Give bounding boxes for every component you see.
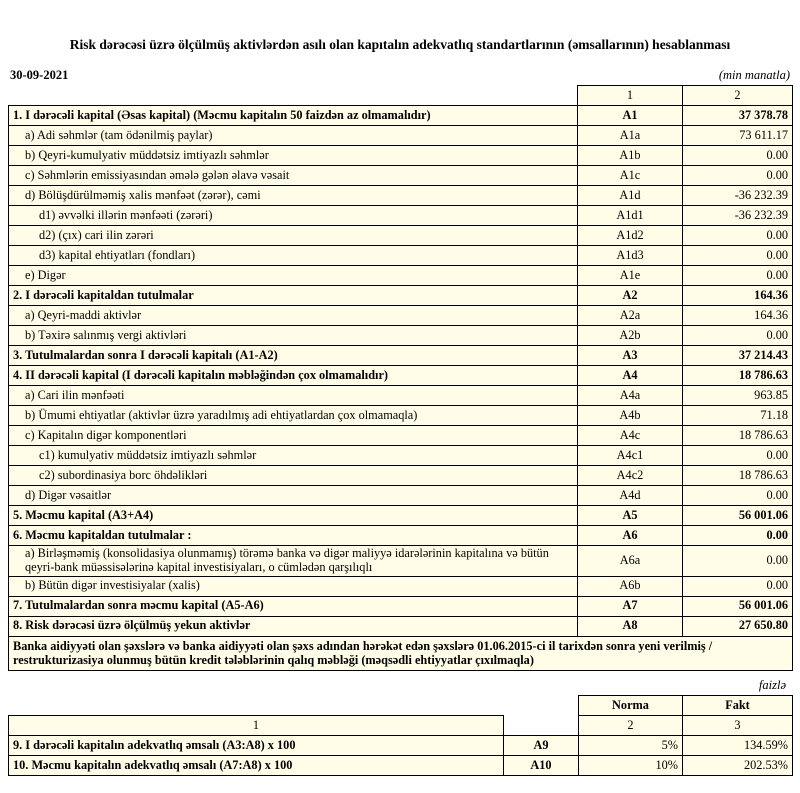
table-row: [9, 406, 793, 426]
ratios-header-col-2: 2: [579, 716, 683, 736]
row-code: A1a: [578, 126, 683, 146]
ratios-header-empty-1: [9, 696, 504, 716]
row-code: A2b: [578, 326, 683, 346]
table-row: [9, 546, 793, 577]
row-code: A1d1: [578, 206, 683, 226]
row-code: A1c: [578, 166, 683, 186]
ratio-row: [9, 736, 793, 756]
row-label: a) Adi səhmlər (tam ödənilmiş paylar): [9, 126, 578, 146]
ratio-code: A10: [504, 756, 579, 776]
row-value: 73 611.17: [683, 126, 793, 146]
row-code: A4c1: [578, 446, 683, 466]
table-row: [9, 266, 793, 286]
row-value: 0.00: [683, 446, 793, 466]
ratios-header-empty-3: [504, 716, 579, 736]
ratios-header-col-1: 1: [9, 716, 504, 736]
table-row: [9, 246, 793, 266]
row-value: 164.36: [683, 306, 793, 326]
table-row: [9, 106, 793, 126]
row-code: A1b: [578, 146, 683, 166]
row-label: d) Digər vəsaitlər: [9, 486, 578, 506]
row-code: A1e: [578, 266, 683, 286]
row-label: d3) kapital ehtiyatları (fondları): [9, 246, 578, 266]
table-row: [9, 486, 793, 506]
ratio-row: [9, 756, 793, 776]
table-row: [9, 166, 793, 186]
row-value: 0.00: [683, 226, 793, 246]
row-value: 18 786.63: [683, 426, 793, 446]
ratios-header-row: [9, 696, 793, 716]
row-value: 0.00: [683, 546, 793, 577]
row-label: d) Bölüşdürülməmiş xalis mənfəət (zərər), cəmi: [9, 186, 578, 206]
row-code: A1d: [578, 186, 683, 206]
table-row: [9, 426, 793, 446]
row-value: 0.00: [683, 326, 793, 346]
row-code: A6a: [578, 546, 683, 577]
row-value: 27 650.80: [683, 616, 793, 636]
ratios-header-col-3: 3: [683, 716, 793, 736]
page-title: Risk dərəcəsi üzrə ölçülmüş aktivlərdən asılı olan kapıtalın adekvatlıq standartlarının (əmsallarının) hesablanması: [69, 37, 731, 52]
ratio-actual-value: 202.53%: [683, 756, 793, 776]
row-code: A2a: [578, 306, 683, 326]
table-row: [9, 446, 793, 466]
header-empty-cell: [9, 86, 578, 106]
row-value: 37 214.43: [683, 346, 793, 366]
row-value: 0.00: [683, 486, 793, 506]
table-row: [9, 286, 793, 306]
row-value: 0.00: [683, 246, 793, 266]
row-label: b) Təxirə salınmış vergi aktivləri: [9, 326, 578, 346]
related-party-note: Banka aidiyyəti olan şəxslərə və banka aidiyyəti olan şəxs adından hərəkət edən şəxslərə 01.06.2015-ci il tarixdən sonra yeni verilmiş / restrukturizasiya olunmuş bütün kredit tələblərinin qalıq məbləği (məqsədli ehtiyyatlar çıxılmaqla): [9, 636, 793, 671]
row-value: 0.00: [683, 266, 793, 286]
row-label: a) Qeyri-maddi aktivlər: [9, 306, 578, 326]
row-label: 5. Məcmu kapital (A3+A4): [9, 506, 578, 526]
row-label: a) Cari ilin mənfəəti: [9, 386, 578, 406]
ratios-header-norma: Norma: [579, 696, 683, 716]
table-row: [9, 226, 793, 246]
row-label: 6. Məcmu kapitaldan tutulmalar :: [9, 526, 578, 546]
table-row: [9, 126, 793, 146]
report-date: 30-09-2021: [10, 68, 69, 83]
ratios-header-empty-2: [504, 696, 579, 716]
table-row: [9, 206, 793, 226]
row-value: 0.00: [683, 166, 793, 186]
row-code: A4d: [578, 486, 683, 506]
row-value: 0.00: [683, 146, 793, 166]
percent-note: faizlə: [758, 678, 786, 693]
table-row: [9, 306, 793, 326]
ratio-label: 10. Məcmu kapitalın adekvatlıq əmsalı (A7:A8) x 100: [9, 756, 504, 776]
table-row: [9, 346, 793, 366]
row-code: A4c2: [578, 466, 683, 486]
row-label: 1. I dərəcəli kapital (Əsas kapital) (Məcmu kapitalın 50 faizdən az olmamalıdır): [9, 106, 578, 126]
table-row: [9, 526, 793, 546]
row-value: 963.85: [683, 386, 793, 406]
row-code: A8: [578, 616, 683, 636]
row-label: 3. Tutulmalardan sonra I dərəcəli kapitalı (A1-A2): [9, 346, 578, 366]
capital-adequacy-table: [8, 85, 793, 671]
header-col-2: 2: [683, 86, 793, 106]
row-code: A4c: [578, 426, 683, 446]
row-code: A4b: [578, 406, 683, 426]
ratios-table: [8, 695, 793, 776]
row-code: A1d3: [578, 246, 683, 266]
row-value: 18 786.63: [683, 466, 793, 486]
row-label: b) Bütün digər investisiyalar (xalis): [9, 576, 578, 596]
unit-label: (min manatla): [718, 68, 790, 83]
row-value: 0.00: [683, 526, 793, 546]
row-code: A6: [578, 526, 683, 546]
report-page: [0, 36, 800, 793]
row-code: A6b: [578, 576, 683, 596]
table-note-row: [9, 636, 793, 671]
row-label: c) Səhmlərin emissiyasından əmələ gələn əlavə vəsait: [9, 166, 578, 186]
row-label: a) Birləşməmiş (konsolidasiya olunmamış) törəmə banka və digər maliyyə idarələrinin kapitalına və bütün qeyri-bank müəssisələrinə kapital investisiyaları, o cümlədən qarşılıqlı: [9, 546, 578, 577]
row-value: -36 232.39: [683, 206, 793, 226]
row-code: A5: [578, 506, 683, 526]
row-label: b) Qeyri-kumulyativ müddətsiz imtiyazlı səhmlər: [9, 146, 578, 166]
row-label: d2) (çıx) cari ilin zərəri: [9, 226, 578, 246]
header-col-1: 1: [578, 86, 683, 106]
table-row: [9, 366, 793, 386]
table-row: [9, 466, 793, 486]
row-code: A3: [578, 346, 683, 366]
table-row: [9, 506, 793, 526]
table-header-row: [9, 86, 793, 106]
table-row: [9, 186, 793, 206]
row-value: 18 786.63: [683, 366, 793, 386]
row-label: 2. I dərəcəli kapitaldan tutulmalar: [9, 286, 578, 306]
row-code: A1d2: [578, 226, 683, 246]
row-value: 56 001.06: [683, 506, 793, 526]
row-label: c) Kapitalın digər komponentləri: [9, 426, 578, 446]
row-code: A2: [578, 286, 683, 306]
row-label: b) Ümumi ehtiyatlar (aktivlər üzrə yaradılmış adi ehtiyatlardan çox olmamaqla): [9, 406, 578, 426]
row-label: e) Digər: [9, 266, 578, 286]
row-code: A4: [578, 366, 683, 386]
table-row: [9, 576, 793, 596]
table-row: [9, 146, 793, 166]
row-code: A1: [578, 106, 683, 126]
ratio-actual-value: 134.59%: [683, 736, 793, 756]
row-label: 7. Tutulmalardan sonra məcmu kapital (A5-A6): [9, 596, 578, 616]
meta-row: [10, 68, 790, 83]
ratio-norm-value: 10%: [579, 756, 683, 776]
table-row: [9, 386, 793, 406]
row-label: 4. II dərəcəli kapital (I dərəcəli kapitalın məbləğindən çox olmamalıdır): [9, 366, 578, 386]
row-value: 71.18: [683, 406, 793, 426]
ratio-code: A9: [504, 736, 579, 756]
row-value: 37 378.78: [683, 106, 793, 126]
row-label: 8. Risk dərəcəsi üzrə ölçülmüş yekun aktivlər: [9, 616, 578, 636]
row-value: 56 001.06: [683, 596, 793, 616]
table-row: [9, 616, 793, 636]
ratios-header-numbers-row: [9, 716, 793, 736]
row-code: A4a: [578, 386, 683, 406]
row-label: d1) əvvəlki illərin mənfəəti (zərəri): [9, 206, 578, 226]
row-label: c1) kumulyativ müddətsiz imtiyazlı səhmlər: [9, 446, 578, 466]
ratio-label: 9. I dərəcəli kapitalın adekvatlıq əmsalı (A3:A8) x 100: [9, 736, 504, 756]
row-code: A7: [578, 596, 683, 616]
row-value: -36 232.39: [683, 186, 793, 206]
ratio-norm-value: 5%: [579, 736, 683, 756]
row-label: c2) subordinasiya borc öhdəlikləri: [9, 466, 578, 486]
table-row: [9, 596, 793, 616]
table-row: [9, 326, 793, 346]
row-value: 0.00: [683, 576, 793, 596]
row-value: 164.36: [683, 286, 793, 306]
ratios-header-fakt: Fakt: [683, 696, 793, 716]
